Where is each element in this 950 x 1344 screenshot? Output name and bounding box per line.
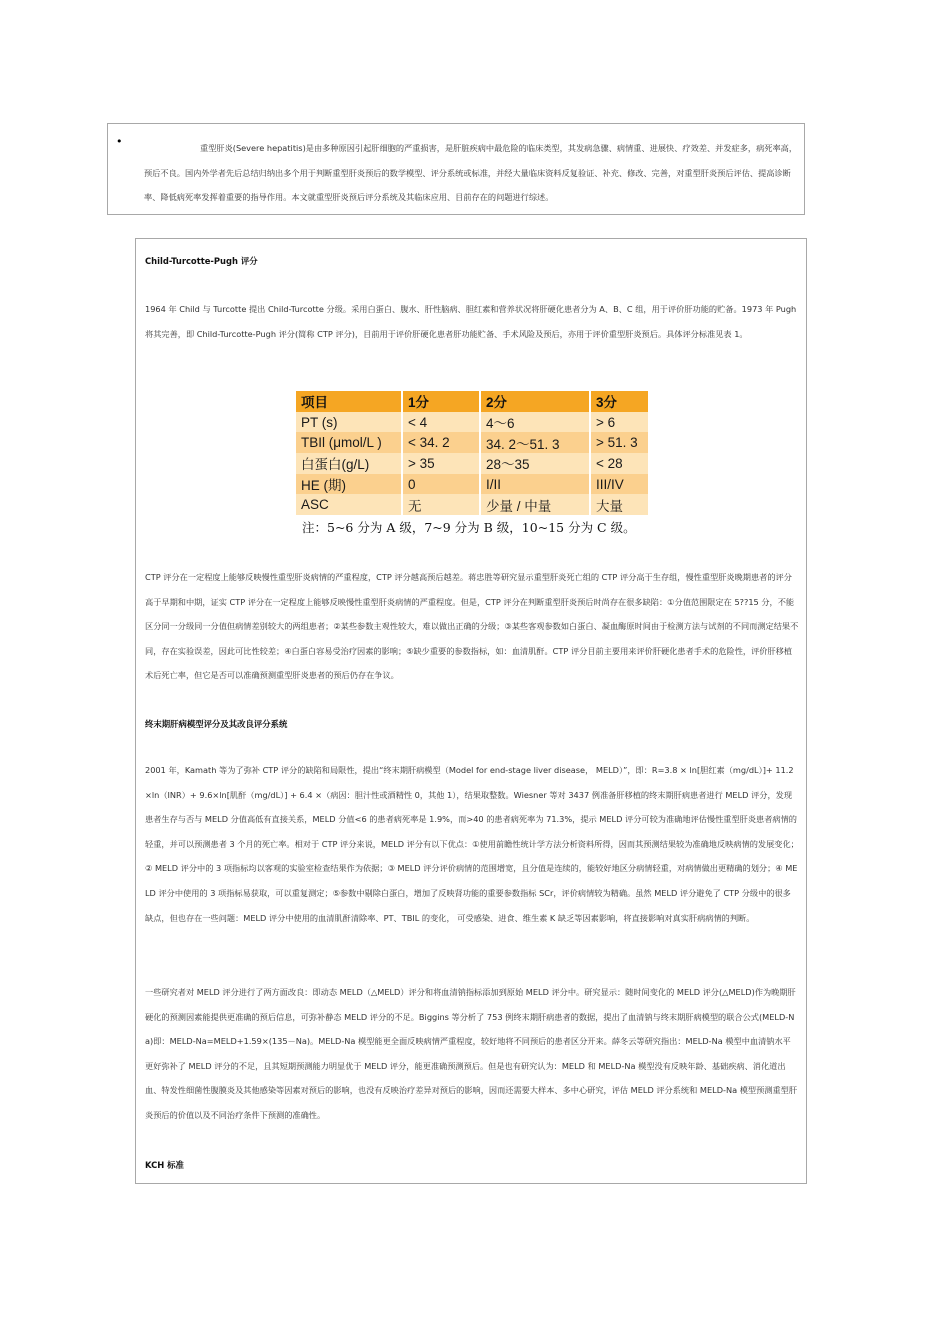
table-row — [296, 432, 648, 453]
table-cell: 白蛋白(g/L) — [296, 453, 402, 474]
table-cell: 4～6 — [480, 412, 590, 433]
section-heading-ctp: Child-Turcotte-Pugh 评分 — [145, 256, 258, 266]
section-heading-kch: KCH 标准 — [145, 1160, 184, 1170]
table-row — [296, 494, 648, 515]
table-cell: TBIl (μmol/L ) — [296, 432, 402, 453]
table-cell: 少量 / 中量 — [480, 494, 590, 515]
table-header-cell: 3分 — [590, 391, 648, 412]
table-cell: 34. 2～51. 3 — [480, 432, 590, 453]
table-cell: > 35 — [402, 453, 480, 474]
table-header-cell: 项目 — [296, 391, 402, 412]
ctp-paragraph-1: 1964 年 Child 与 Turcotte 提出 Child-Turcotte 分级。采用白蛋白、腹水、肝性脑病、胆红素和营养状况将肝硬化患者分为 A、B、C 组，用于评价肝功能的贮备。1973 年 Pugh 将其完善，即 Child-Turcotte-Pugh 评分(简称 CTP 评分)，目前用于评价肝硬化患者肝功能贮备、手术风险及预后，亦用于评价重型肝炎预后。具体评分标准见表 1。 — [145, 304, 797, 339]
ctp-score-table — [296, 391, 648, 515]
table-header-row — [296, 391, 648, 412]
table-cell: 无 — [402, 494, 480, 515]
table-cell: 0 — [402, 474, 480, 495]
ctp-table-figure — [296, 391, 648, 536]
main-content-box — [135, 238, 807, 1184]
intro-paragraph: 重型肝炎(Severe hepatitis)是由多种原因引起肝细胞的严重损害，是肝脏疾病中最危险的临床类型，其发病急骤、病情重、进展快、疗效差、并发症多，病死率高，预后不良。国内外学者先后总结归纳出多个用于判断重型肝炎预后的数学模型、评分系统或标准，并经大量临床资料反复验证、补充、修改、完善，对重型肝炎预后评估、提高诊断率、降低病死率发挥着重要的指导作用。本文就重型肝炎预后评分系统及其临床应用、目前存在的问题进行综述。 — [144, 143, 798, 202]
section-heading-meld: 终末期肝病模型评分及其改良评分系统 — [145, 719, 288, 729]
table-cell: PT (s) — [296, 412, 402, 433]
table-cell: HE (期) — [296, 474, 402, 495]
table-note: 注：5~6 分为 A 级，7~9 分为 B 级，10~15 分为 C 级。 — [302, 520, 636, 536]
table-header-cell: 2分 — [480, 391, 590, 412]
intro-box — [107, 123, 805, 215]
table-cell: < 34. 2 — [402, 432, 480, 453]
table-header-cell: 1分 — [402, 391, 480, 412]
table-cell: ASC — [296, 494, 402, 515]
table-cell: 大量 — [590, 494, 648, 515]
table-row — [296, 453, 648, 474]
meld-paragraph-2: 一些研究者对 MELD 评分进行了两方面改良：即动态 MELD（△MELD）评分和将血清钠指标添加到原始 MELD 评分中。研究显示：随时间变化的 MELD 评分(△MELD)作为晚期肝硬化的预测因素能提供更准确的预后信息，可弥补静态 MELD 评分的不足。Biggins 等分析了 753 例终末期肝病患者的数据，提出了血清钠与终末期肝病模型的联合公式(MELD-Na)即：MELD-Na=MELD+1.59×(135－Na)。MELD-Na 模型能更全面反映病情严重程度，较好地将不同预后的患者区分开来。薛冬云等研究指出：MELD-Na 模型中血清钠水平更好弥补了 MELD 评分的不足，且其短期预测能力明显优于 MELD 评分，能更准确预测预后。但是也有研究认为：MELD 和 MELD-Na 模型没有反映年龄、基础疾病、消化道出血、特发性细菌性腹膜炎及其他感染等因素对预后的影响，也没有反映治疗差异对预后的影响，因而还需要大样本、多中心研究，评估 MELD 评分系统和 MELD-Na 模型预测重型肝炎预后的价值以及不同治疗条件下预测的准确性。 — [145, 987, 798, 1120]
meld-paragraph-1: 2001 年，Kamath 等为了弥补 CTP 评分的缺陷和局限性，提出“终末期肝病模型（Model for end-stage liver disease， MELD）”，即：R=3.8 × ln[胆红素（mg/dL）]+ 11.2×ln（INR）+ 9.6×ln[肌酐（mg/dL）] + 6.4 ×（病因：胆汁性或酒精性 0，其他 1），结果取整数。Wiesner 等对 3437 例准备肝移植的终末期肝病患者进行 MELD 评分，发现患者生存与否与 MELD 分值高低有直接关系，MELD 分值<6 的患者病死率是 1.9%，而>40 的患者病死率为 71.3%，提示 MELD 评分可较为准确地评估慢性重型肝炎患者病情的轻重，并可以预测患者 3 个月的死亡率。相对于 CTP 评分来说，MELD 评分有以下优点：①使用前瞻性统计学方法分析资料所得，因而其预测结果较为准确地反映病情的发展变化；② MELD 评分中的 3 项指标均以客观的实验室检查结果作为依据；③ MELD 评分评价病情的范围增宽，且分值是连续的，能较好地区分病情轻重，对病情做出更精确的划分；④ MELD 评分中使用的 3 项指标易获取，可以重复测定；⑤参数中剔除白蛋白，增加了反映肾功能的重要参数指标 SCr，评价病情较为精确。虽然 MELD 评分避免了 CTP 分级中的很多缺点，但也存在一些问题：MELD 评分中使用的血清肌酐清除率、PT、TBIL 的变化， 可受感染、进食、维生素 K 缺乏等因素影响，将直接影响对真实肝病病情的判断。 — [145, 765, 799, 923]
table-cell: < 28 — [590, 453, 648, 474]
table-row — [296, 412, 648, 433]
table-cell: < 4 — [402, 412, 480, 433]
table-cell: 28～35 — [480, 453, 590, 474]
table-cell: > 6 — [590, 412, 648, 433]
table-cell: I/II — [480, 474, 590, 495]
table-row — [296, 474, 648, 495]
table-cell: III/IV — [590, 474, 648, 495]
table-cell: > 51. 3 — [590, 432, 648, 453]
bullet-point: • — [116, 135, 123, 148]
ctp-paragraph-2: CTP 评分在一定程度上能够反映慢性重型肝炎病情的严重程度，CTP 评分越高预后越差。蒋忠胜等研究显示重型肝炎死亡组的 CTP 评分高于生存组，慢性重型肝炎晚期患者的评分高于早期和中期，证实 CTP 评分在一定程度上能够反映慢性重型肝炎病情的严重程度。但是，CTP 评分在判断重型肝炎预后时尚存在很多缺陷：①分值范围限定在 5??15 分，不能区分同一分级同一分值但病情差别较大的两组患者；②某些参数主观性较大，难以做出正确的分级；③某些客观参数如白蛋白、凝血酶原时间由于检测方法与试剂的不同而测定结果不同，存在实验误差，因此可比性较差；④白蛋白容易受治疗因素的影响；⑤缺少重要的参数指标，如：血清肌酐。CTP 评分目前主要用来评价肝硬化患者手术的危险性，评价肝移植术后死亡率，但它是否可以准确预测重型肝炎患者的预后仍存在争议。 — [145, 572, 799, 681]
